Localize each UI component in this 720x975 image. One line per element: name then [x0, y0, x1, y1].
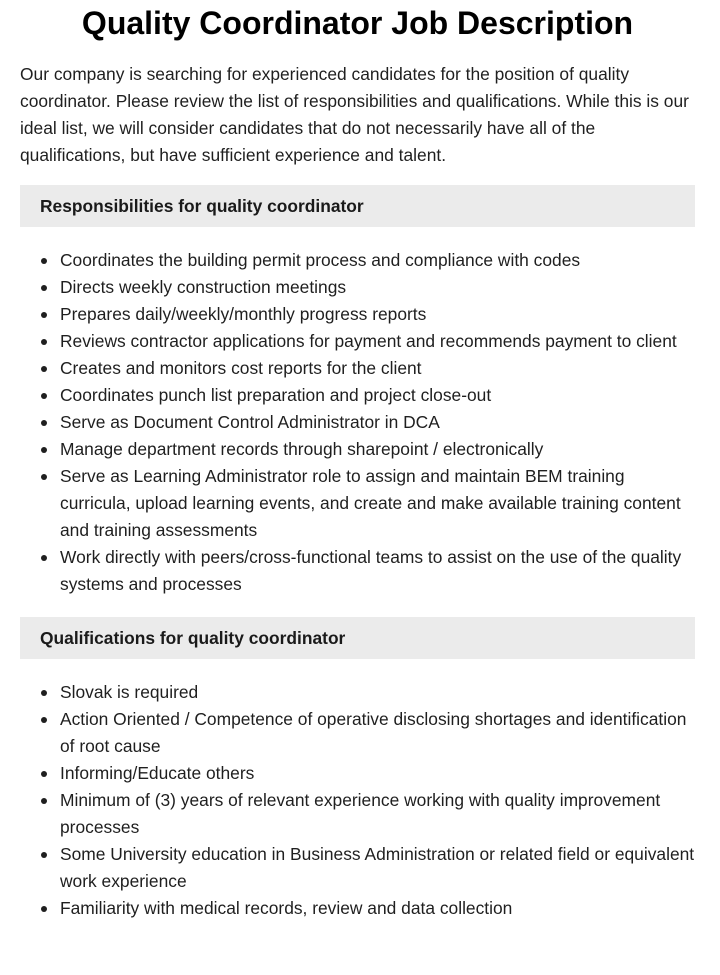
bullet-icon: [41, 852, 47, 858]
bullet-icon: [41, 555, 47, 561]
bullet-icon: [41, 906, 47, 912]
list-item: [20, 544, 695, 598]
bullet-icon: [41, 771, 47, 777]
page-title: Quality Coordinator Job Description: [81, 5, 634, 41]
list-item: [20, 706, 695, 760]
bullet-icon: [41, 393, 47, 399]
list-item-text: Coordinates the building permit process and compliance with codes: [60, 250, 581, 270]
list-item-text: Manage department records through sharepoint / electronically: [60, 439, 544, 459]
intro-paragraph: Our company is searching for experienced candidates for the position of quality coordinator. Please review the list of responsibilities and qualifications. While this is our ideal list, we will consider candidates that do not necessarily have all of the qualifications, but have sufficient experience and talent.: [20, 64, 689, 165]
list-item-text: Serve as Document Control Administrator in DCA: [60, 412, 440, 432]
list-item: [20, 895, 695, 922]
bullet-icon: [41, 420, 47, 426]
list-item-text: Slovak is required: [60, 682, 199, 702]
list-item: [20, 328, 695, 355]
responsibilities-heading: Responsibilities for quality coordinator: [20, 185, 695, 227]
list-item: [20, 409, 695, 436]
list-item-text: Reviews contractor applications for payment and recommends payment to client: [60, 331, 677, 351]
list-item: [20, 301, 695, 328]
qualifications-heading: Qualifications for quality coordinator: [20, 617, 695, 659]
bullet-icon: [41, 447, 47, 453]
list-item-text: Minimum of (3) years of relevant experience working with quality improvement processes: [60, 790, 661, 837]
list-item: [20, 760, 695, 787]
list-item: [20, 247, 695, 274]
bullet-icon: [41, 690, 47, 696]
list-item-text: Prepares daily/weekly/monthly progress reports: [60, 304, 427, 324]
bullet-icon: [41, 717, 47, 723]
list-item: [20, 355, 695, 382]
list-item: [20, 841, 695, 895]
list-item-text: Action Oriented / Competence of operative disclosing shortages and identification of root cause: [60, 709, 687, 756]
list-item-text: Some University education in Business Administration or related field or equivalent work experience: [60, 844, 695, 891]
list-item-text: Informing/Educate others: [60, 763, 255, 783]
qualifications-list: [20, 679, 695, 922]
list-item: [20, 679, 695, 706]
bullet-icon: [41, 474, 47, 480]
bullet-icon: [41, 312, 47, 318]
list-item: [20, 274, 695, 301]
list-item: [20, 787, 695, 841]
list-item-text: Creates and monitors cost reports for the client: [60, 358, 422, 378]
bullet-icon: [41, 339, 47, 345]
list-item-text: Familiarity with medical records, review and data collection: [60, 898, 513, 918]
list-item-text: Serve as Learning Administrator role to assign and maintain BEM training curricula, upload learning events, and create and make available training content and training assessments: [60, 466, 681, 540]
bullet-icon: [41, 258, 47, 264]
bullet-icon: [41, 285, 47, 291]
responsibilities-list: [20, 247, 695, 598]
list-item-text: Coordinates punch list preparation and project close-out: [60, 385, 492, 405]
list-item-text: Directs weekly construction meetings: [60, 277, 347, 297]
bullet-icon: [41, 366, 47, 372]
list-item: [20, 463, 695, 544]
list-item-text: Work directly with peers/cross-functional teams to assist on the use of the quality systems and processes: [60, 547, 682, 594]
bullet-icon: [41, 798, 47, 804]
list-item: [20, 436, 695, 463]
list-item: [20, 382, 695, 409]
